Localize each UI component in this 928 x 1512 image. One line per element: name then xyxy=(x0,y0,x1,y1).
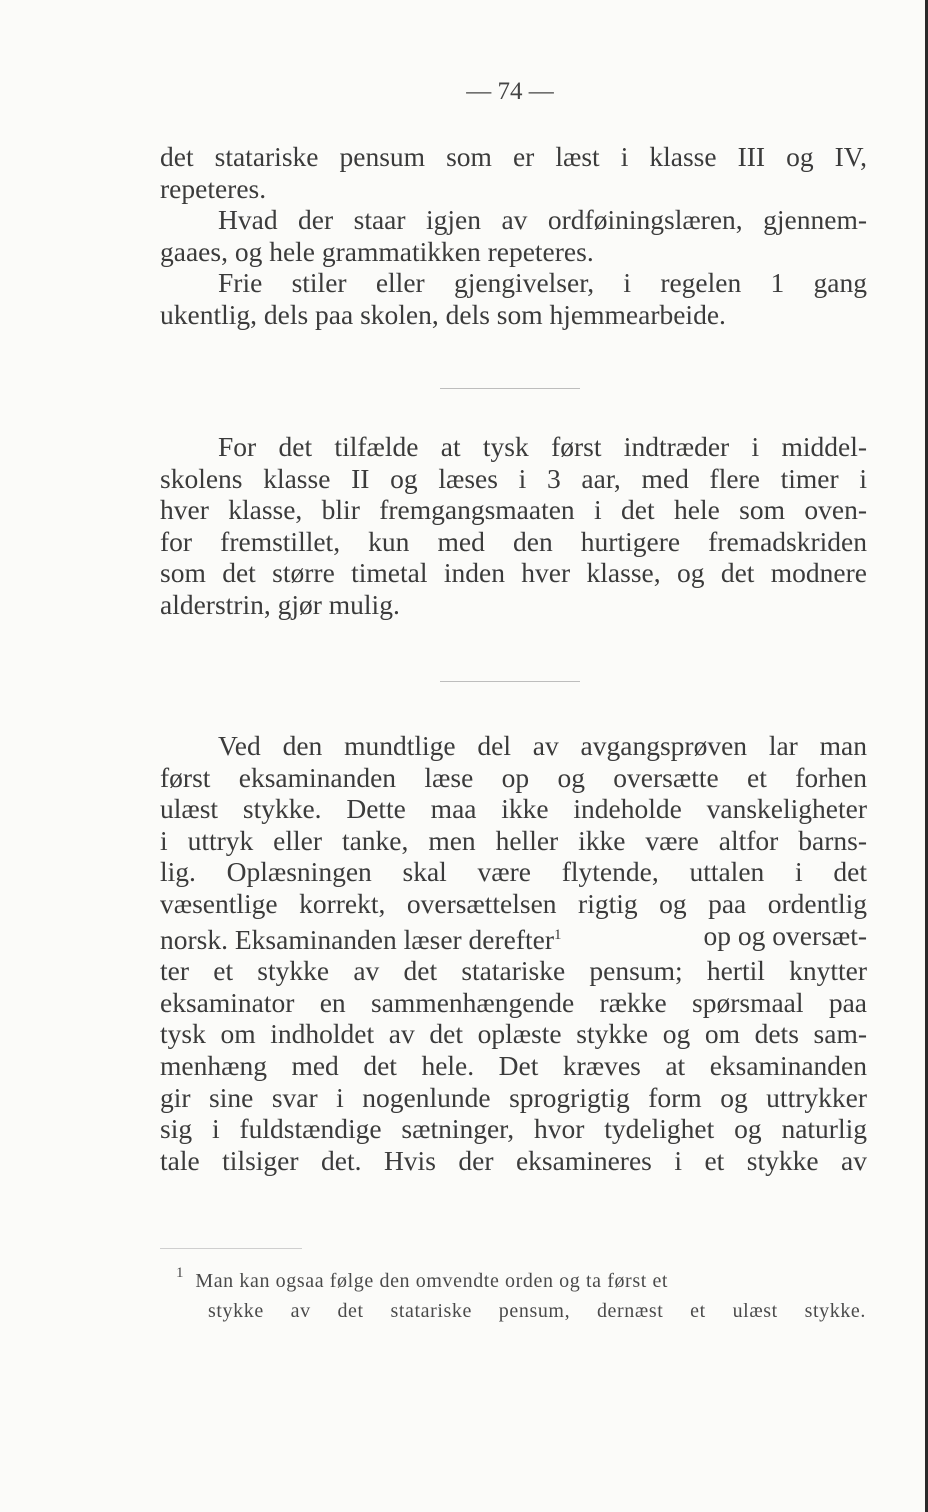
text-line: sig i fuldstændige sætninger, hvor tydelighet og naturlig xyxy=(160,1113,867,1145)
text-line: det statariske pensum som er læst i klasse III og IV, xyxy=(160,141,867,172)
page-number: — 74 — xyxy=(466,78,554,105)
paragraph-1 xyxy=(160,141,867,331)
text-line: ukentlig, dels paa skolen, dels som hjemmearbeide. xyxy=(160,298,726,330)
text-line: Frie stiler eller gjengivelser, i regelen 1 gang xyxy=(218,267,867,299)
text-line: menhæng med det hele. Det kræves at eksaminanden xyxy=(160,1049,867,1081)
text-line: som det større timetal inden hver klasse, og det modnere xyxy=(160,557,867,589)
footnote-rule xyxy=(160,1248,302,1249)
text-line: gaaes, og hele grammatikken repeteres. xyxy=(160,235,594,267)
text-line: hver klasse, blir fremgangsmaaten i det hele som oven- xyxy=(160,494,867,526)
footnote-line xyxy=(176,1258,866,1296)
footnote-marker: 1 xyxy=(176,1265,185,1281)
footnote-reference[interactable]: 1 xyxy=(554,926,562,943)
footnote-text: $^1$ Man kan ogsaa følge den omvendte orden og ta først et xyxy=(176,1265,669,1292)
paragraph-2 xyxy=(160,431,867,621)
section-divider xyxy=(440,681,580,682)
text-line: først eksaminanden læse op og oversætte et forhen xyxy=(160,761,867,793)
text-line: skolens klasse II og læses i 3 aar, med flere timer i xyxy=(160,462,867,494)
text-line: gir sine svar i nogenlunde sprogrigtig form og uttrykker xyxy=(160,1081,867,1113)
text-line: tale tilsiger det. Hvis der eksamineres i et stykke av xyxy=(160,1144,867,1176)
text-segment: norsk. Eksaminanden læser derefter$^1$ xyxy=(160,923,562,955)
text-line: væsentlige korrekt, oversættelsen rigtig og paa ordentlig xyxy=(160,887,867,919)
text-line: for fremstillet, kun med den hurtigere fremadskriden xyxy=(160,525,867,557)
text-line-with-footnote xyxy=(160,920,867,956)
text-line: Ved den mundtlige del av avgangsprøven lar man xyxy=(218,730,867,761)
text-line: Hvad der staar igjen av ordføiningslæren, gjennem- xyxy=(218,204,867,236)
text-line: tysk om indholdet av det oplæste stykke og om dets sam- xyxy=(160,1018,867,1050)
text-line: repeteres. xyxy=(160,172,267,204)
text-line: ulæst stykke. Dette maa ikke indeholde vanskeligheter xyxy=(160,793,867,825)
text-line: eksaminator en sammenhængende række spørsmaal paa xyxy=(160,986,867,1018)
text-line: ter et stykke av det statariske pensum; hertil knytter xyxy=(160,955,867,987)
paragraph-3 xyxy=(160,730,867,1176)
text-line: lig. Oplæsningen skal være flytende, uttalen i det xyxy=(160,856,867,888)
section-divider xyxy=(440,388,580,389)
text-segment: op og oversæt- xyxy=(703,919,867,951)
footnote-line: stykke av det statariske pensum, dernæst et ulæst stykke. xyxy=(208,1300,866,1322)
text-line: i uttryk eller tanke, men heller ikke være altfor barns- xyxy=(160,824,867,856)
footnote xyxy=(176,1258,866,1326)
text-line: alderstrin, gjør mulig. xyxy=(160,588,400,620)
text-line: For det tilfælde at tysk først indtræder i middel- xyxy=(218,431,867,462)
